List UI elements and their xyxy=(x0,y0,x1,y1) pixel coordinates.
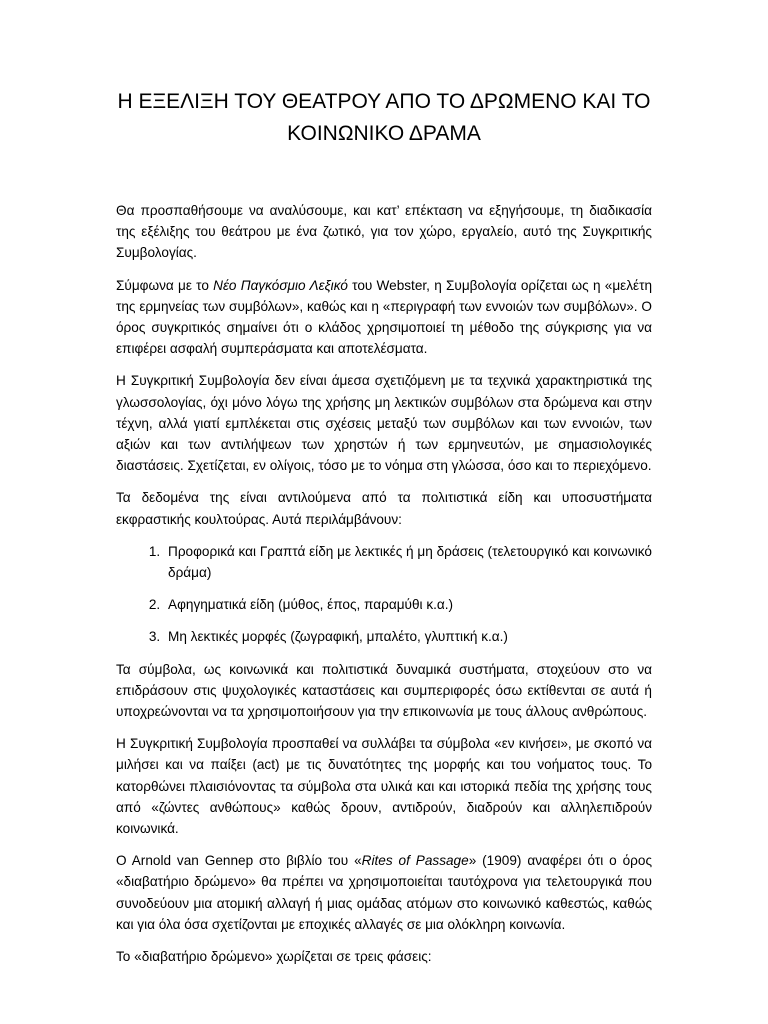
document-body xyxy=(116,200,652,978)
paragraph-text: Σύμφωνα με το xyxy=(116,277,214,293)
genre-list xyxy=(116,541,652,648)
list-item: 2. Αφηγηματικά είδη (μύθος, έπος, παραμύθι κ.α.) xyxy=(164,594,652,615)
list-item: 1. Προφορικά και Γραπτά είδη με λεκτικές ή μη δράσεις (τελετουργικό και κοινωνικό δράμα) xyxy=(164,541,652,583)
title-line-2: ΚΟΙΝΩΝΙΚΟ ΔΡΑΜΑ xyxy=(287,122,481,145)
list-item: 3. Μη λεκτικές μορφές (ζωγραφική, μπαλέτο, γλυπτική κ.α.) xyxy=(164,626,652,647)
italic-title: Νέο Παγκόσμιο Λεξικό xyxy=(213,277,348,293)
paragraph-text: » (1909) αναφέρει ότι ο όρος «διαβατήριο δρώμενο» θα πρέπει να χρησιμοποιείται ταυτόχρονα για τελετουργικά που συνοδεύουν μια ατομική αλλαγή ή μιας ομάδας ατόμων στο κοινωνικό καθεστώς, καθώς και για όλα όσα σχετίζονται με εποχικές αλλαγές σε μια ολόκληρη κοινωνία. xyxy=(116,853,652,932)
paragraph-data: Τα δεδομένα της είναι αντιλούμενα από τα πολιτιστικά είδη και υποσυστήματα εκφραστικής κουλτούρας. Αυτά περιλάμβάνουν: xyxy=(116,490,652,527)
paragraph-linguistics: Η Συγκριτική Συμβολογία δεν είναι άμεσα σχετιζόμενη με τα τεχνικά χαρακτηριστικά της γλωσσολογίας, όχι μόνο λόγω της χρήσης μη λεκτικών συμβόλων στα δρώμενα και στην τέχνη, αλλά γιατί εμπλέκεται στις σχέσεις μεταξύ των συμβόλων και των εννοιών, των αξιών και των αντιλήψεων των χρηστών ή των ερμηνευτών, με σημασιολογικές διαστάσεις. Σχετίζεται, εν ολίγοις, τόσο με το νόημα στη γλώσσα, όσο και το περιεχόμενο. xyxy=(116,373,652,474)
title-line-1: Η ΕΞΕΛΙΞΗ ΤΟΥ ΘΕΑΤΡΟΥ ΑΠΟ ΤΟ ΔΡΩΜΕΝΟ ΚΑΙ ΤΟ xyxy=(117,90,651,113)
paragraph-intro: Θα προσπαθήσουμε να αναλύσουμε, και κατ’ επέκταση να εξηγήσουμε, τη διαδικασία της εξέλιξης του θεάτρου με ένα ζωτικό, για τον χώρο, εργαλείο, αυτό της Συγκριτικής Συμβολογίας. xyxy=(116,203,652,261)
paragraph-van-gennep xyxy=(116,850,652,935)
paragraph-symbols: Τα σύμβολα, ως κοινωνικά και πολιτιστικά δυναμικά συστήματα, στοχεύουν στο να επιδράσουν στις ψυχολογικές καταστάσεις και συμπεριφορές όσω εκτίθενται σε αυτά ή υποχρεώνονται να τα χρησιμοποιήσουν για την επικοινωνία με τους άλλους ανθρώπους. xyxy=(116,661,652,720)
document-title xyxy=(100,86,668,150)
paragraph-phases: Το «διαβατήριο δρώμενο» χωρίζεται σε τρεις φάσεις: xyxy=(116,949,432,965)
paragraph-text: O Arnold van Gennep στο βιβλίο του « xyxy=(116,853,362,869)
paragraph-text: του Webster, η Συμβολογία ορίζεται ως η «μελέτη της ερμηνείας των συμβόλων», καθώς και η «περιγραφή των εννοιών των συμβόλων». Ο όρος συγκριτικός σημαίνει ότι ο κλάδος χρησιμοποιεί τη μέθοδο της σύγκρισης για να επιφέρει ασφαλή συμπεράσματα και αποτελέσματα. xyxy=(116,277,653,357)
italic-title: Rites of Passage xyxy=(361,853,469,869)
paragraph-definition xyxy=(116,275,652,360)
paragraph-motion: Η Συγκριτική Συμβολογία προσπαθεί να συλλάβει τα σύμβολα «εν κινήσει», με σκοπό να μιλήσει και να παίξει (act) με τις δυνατότητες της μορφής και του νοήματος τους. Το κατορθώνει πλαισιόνοντας τα σύμβολα στα υλικά και και ιστορικά πεδία της χρήσης τους από «ζώντες ανθώπους» καθώς δρουν, αντιδρούν, διαδρούν και αλληλεπιδρούν κοινωνικά. xyxy=(116,736,652,837)
